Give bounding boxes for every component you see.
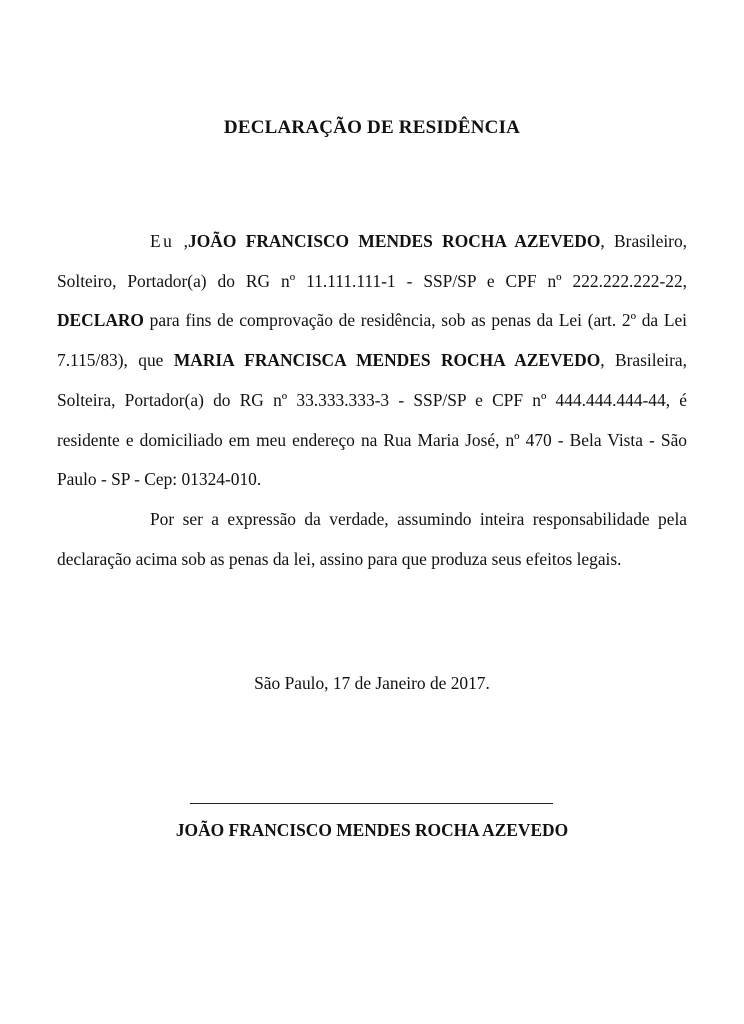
closing-text: Por ser a expressão da verdade, assumindo inteira responsabilidade pela declaração acima sob as penas da lei, assino para que produza seus efeitos legais. [57, 509, 687, 569]
signature-name: JOÃO FRANCISCO MENDES ROCHA AZEVEDO [175, 820, 569, 840]
resident-details: , Brasileira, Solteira, Portador(a) do RG nº 33.333.333-3 - SSP/SP e CPF nº 444.444.444-44, é residente e domiciliado em meu endereço na Rua Maria José, nº 470 - Bela Vista - São Paulo - SP - Cep: 01324-010. [57, 350, 687, 490]
place-and-date: São Paulo, 17 de Janeiro de 2017. [254, 673, 490, 693]
declarant-name: JOÃO FRANCISCO MENDES ROCHA AZEVEDO [188, 231, 601, 251]
signature-line [190, 803, 553, 804]
declaration-paragraph: Eu ,JOÃO FRANCISCO MENDES ROCHA AZEVEDO, Brasileiro, Solteiro, Portador(a) do RG nº 11.111.111-1 - SSP/SP e CPF nº 222.222.222-22, DECLARO para fins de comprovação de residência, sob as penas da Lei (art. 2º da Lei 7.115/83), que MARIA FRANCISCA MENDES ROCHA AZEVEDO, Brasileira, Solteira, Portador(a) do RG nº 33.333.333-3 - SSP/SP e CPF nº 444.444.444-44, é residente e domiciliado em meu endereço na Rua Maria José, nº 470 - Bela Vista - São Paulo - SP - Cep: 01324-010. [57, 231, 687, 490]
closing-paragraph [57, 500, 687, 579]
declarant-details: , Brasileiro, Solteiro, Portador(a) do RG nº 11.111.111-1 - SSP/SP e CPF nº 222.222.222-22, [57, 231, 687, 291]
intro-word: Eu [150, 231, 175, 251]
resident-name: MARIA FRANCISCA MENDES ROCHA AZEVEDO [173, 350, 601, 371]
document-title: DECLARAÇÃO DE RESIDÊNCIA [223, 117, 521, 138]
legal-purpose-text: para fins de comprovação de residência, sob as penas da Lei (art. 2º da Lei 7.115/83), que [57, 310, 687, 371]
declaro-keyword: DECLARO [57, 310, 144, 331]
